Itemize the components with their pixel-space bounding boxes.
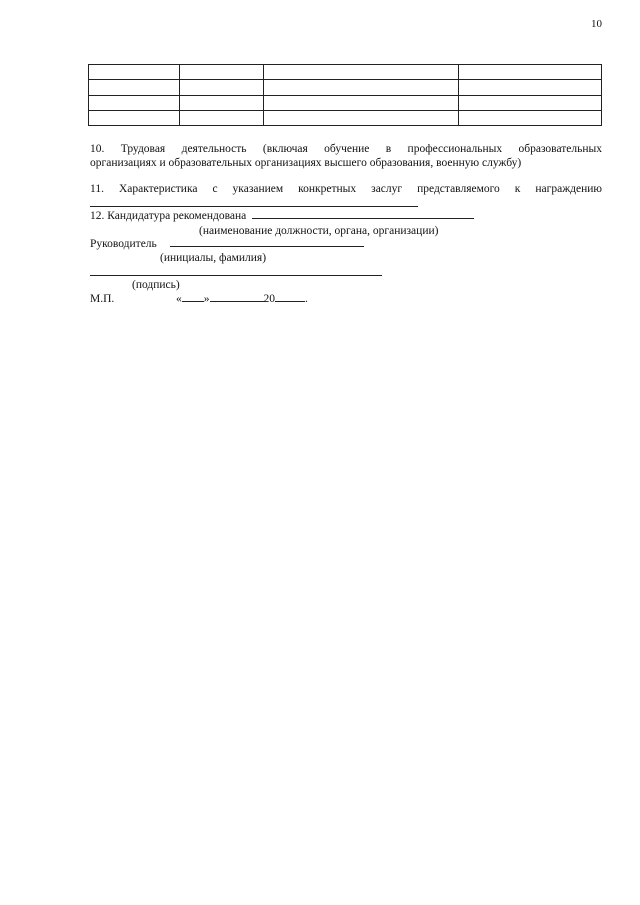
table-cell — [459, 95, 602, 110]
table-cell — [89, 95, 180, 110]
section-10-line-2: организациях и образовательных организациях высшего образования, военную службу) — [90, 157, 522, 169]
stamp-label: М.П. — [90, 293, 115, 305]
table-cell — [89, 110, 180, 125]
date-suffix: . — [305, 293, 308, 305]
day-field[interactable] — [182, 301, 204, 302]
table-row — [89, 80, 602, 95]
date-open-quote: « — [176, 293, 182, 305]
table-row — [89, 95, 602, 110]
page-number: 10 — [591, 18, 602, 30]
date-row — [176, 293, 308, 305]
section-12-label: 12. Кандидатура рекомендована — [90, 210, 247, 222]
table-cell — [180, 110, 264, 125]
section-12-row — [90, 210, 474, 222]
section-11-line-1: 11. Характеристика с указанием конкретных заслуг представляемого к награждению — [90, 183, 602, 195]
table-cell — [264, 65, 459, 80]
year-field[interactable] — [275, 301, 305, 302]
table-cell — [264, 95, 459, 110]
section-12-caption: (наименование должности, органа, организации) — [199, 225, 439, 237]
head-name-field[interactable] — [170, 246, 364, 247]
month-field[interactable] — [210, 301, 264, 302]
date-close-quote: » — [203, 293, 210, 305]
table-cell — [180, 95, 264, 110]
signature-line[interactable] — [90, 275, 382, 276]
table-row — [89, 110, 602, 125]
table-cell — [264, 110, 459, 125]
head-caption: (инициалы, фамилия) — [160, 252, 267, 264]
table-cell — [459, 80, 602, 95]
signature-caption: (подпись) — [132, 279, 180, 291]
table-cell — [180, 80, 264, 95]
table-cell — [459, 110, 602, 125]
data-table — [88, 64, 602, 126]
table-row — [89, 65, 602, 80]
table-cell — [89, 65, 180, 80]
table-cell — [264, 80, 459, 95]
table-cell — [459, 65, 602, 80]
recommendation-field[interactable] — [252, 218, 474, 219]
table-cell — [180, 65, 264, 80]
head-row — [90, 238, 364, 250]
year-prefix: 20 — [263, 293, 275, 305]
section-11-answer-line[interactable] — [90, 206, 418, 207]
head-label: Руководитель — [90, 238, 157, 250]
table-cell — [89, 80, 180, 95]
section-10-line-1: 10. Трудовая деятельность (включая обучение в профессиональных образовательных — [90, 143, 602, 155]
